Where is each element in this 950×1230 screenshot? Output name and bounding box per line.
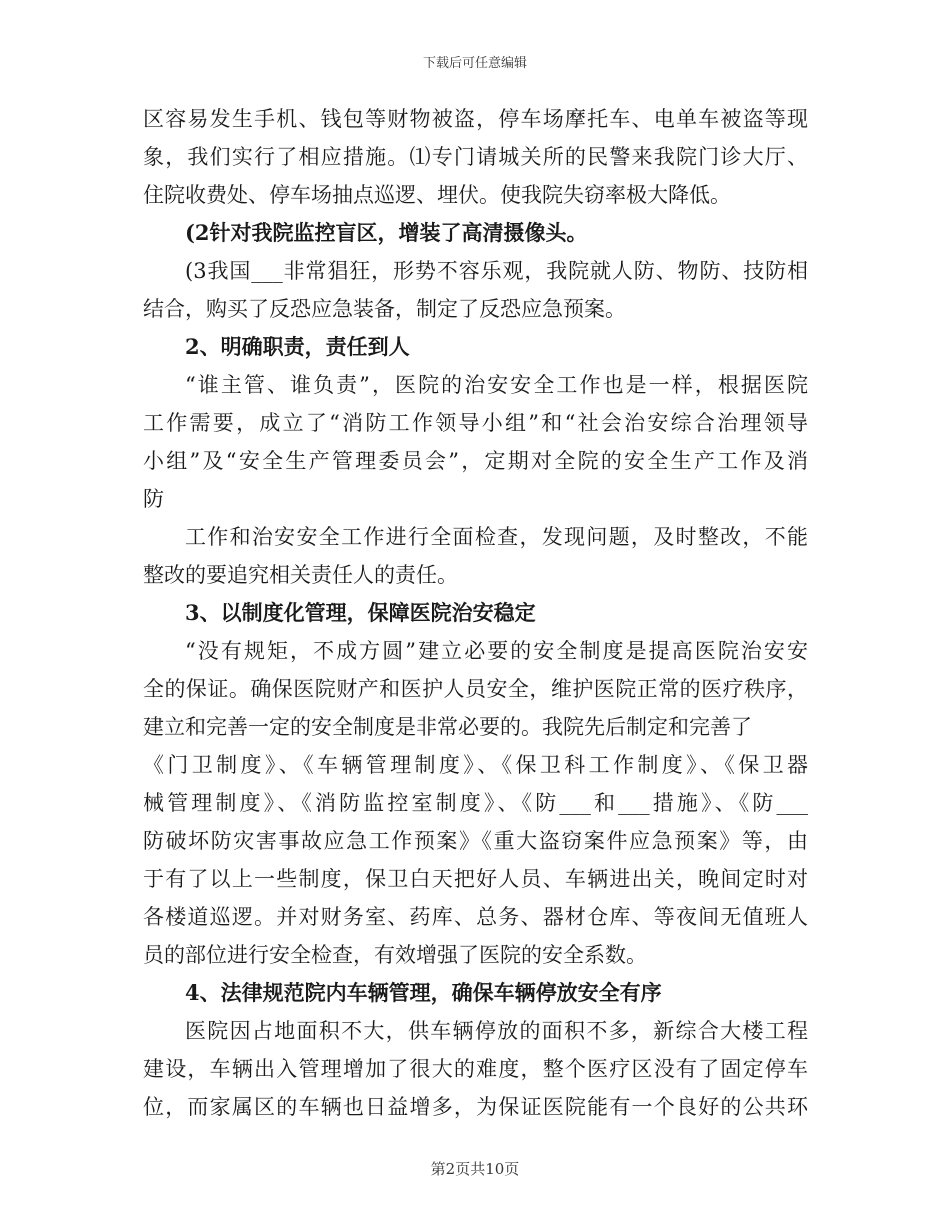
paragraph-line: 防 <box>143 487 164 511</box>
paragraph-line: 小组”及“安全生产管理委员会”，定期对全院的安全生产工作及消 <box>143 449 808 473</box>
paragraph-line: 于有了以上一些制度，保卫白天把好人员、车辆进出关，晚间定时对 <box>143 867 808 891</box>
paragraph-line: “谁主管、谁负责”，医院的治安安全工作也是一样，根据医院 <box>185 373 808 397</box>
section-heading: 3、以制度化管理，保障医院治安稳定 <box>185 600 536 625</box>
paragraph-line: 整改的要追究相关责任人的责任。 <box>143 563 458 587</box>
paragraph-line: “没有规矩，不成方圆”建立必要的安全制度是提高医院治安安 <box>185 639 808 663</box>
paragraph-line: 全的保证。确保医院财产和医护人员安全，维护医院正常的医疗秩序， <box>143 677 808 701</box>
paragraph-line: 医院因占地面积不大，供车辆停放的面积不多，新综合大楼工程 <box>185 1019 808 1043</box>
paragraph-line: 建设，车辆出入管理增加了很大的难度，整个医疗区没有了固定停车 <box>143 1057 808 1081</box>
document-body <box>143 100 808 1126</box>
page-header-note: 下载后可任意编辑 <box>422 56 527 71</box>
paragraph-line: 位，而家属区的车辆也日益增多，为保证医院能有一个良好的公共环 <box>143 1095 808 1119</box>
paragraph-line: 工作和治安安全工作进行全面检查，发现问题，及时整改，不能 <box>185 525 808 549</box>
section-heading: (2针对我院监控盲区，增装了高清摄像头。 <box>185 220 588 245</box>
section-heading: 4、法律规范院内车辆管理，确保车辆停放安全有序 <box>185 980 662 1005</box>
paragraph-line: 结合，购买了反恐应急装备，制定了反恐应急预案。 <box>143 297 626 321</box>
page-footer-page-number: 第2页共10页 <box>430 1160 520 1178</box>
paragraph-line: 防破坏防灾害事故应急工作预案》《重大盗窃案件应急预案》等，由 <box>143 829 808 853</box>
paragraph-line: 象，我们实行了相应措施。⑴专门请城关所的民警来我院门诊大厅、 <box>143 145 808 169</box>
paragraph-line: 住院收费处、停车场抽点巡逻、埋伏。使我院失窃率极大降低。 <box>143 183 731 207</box>
paragraph-line: 各楼道巡逻。并对财务室、药库、总务、器材仓库、等夜间无值班人 <box>143 905 808 929</box>
paragraph-line: 《门卫制度》、《车辆管理制度》、《保卫科工作制度》、《保卫器 <box>143 753 808 777</box>
paragraph-line: 员的部位进行安全检查，有效增强了医院的安全系数。 <box>143 943 647 967</box>
paragraph-line: 区容易发生手机、钱包等财物被盗，停车场摩托车、电单车被盗等现 <box>143 107 808 131</box>
section-heading: 2、明确职责，责任到人 <box>185 334 410 359</box>
paragraph-line: (3我国___非常猖狂，形势不容乐观，我院就人防、物防、技防相 <box>185 259 808 283</box>
paragraph-line: 械管理制度》、《消防监控室制度》、《防___和___措施》、《防___ <box>143 791 808 815</box>
paragraph-line: 建立和完善一定的安全制度是非常必要的。我院先后制定和完善了 <box>143 715 752 739</box>
paragraph-line: 工作需要，成立了“消防工作领导小组”和“社会治安综合治理领导 <box>143 411 808 435</box>
